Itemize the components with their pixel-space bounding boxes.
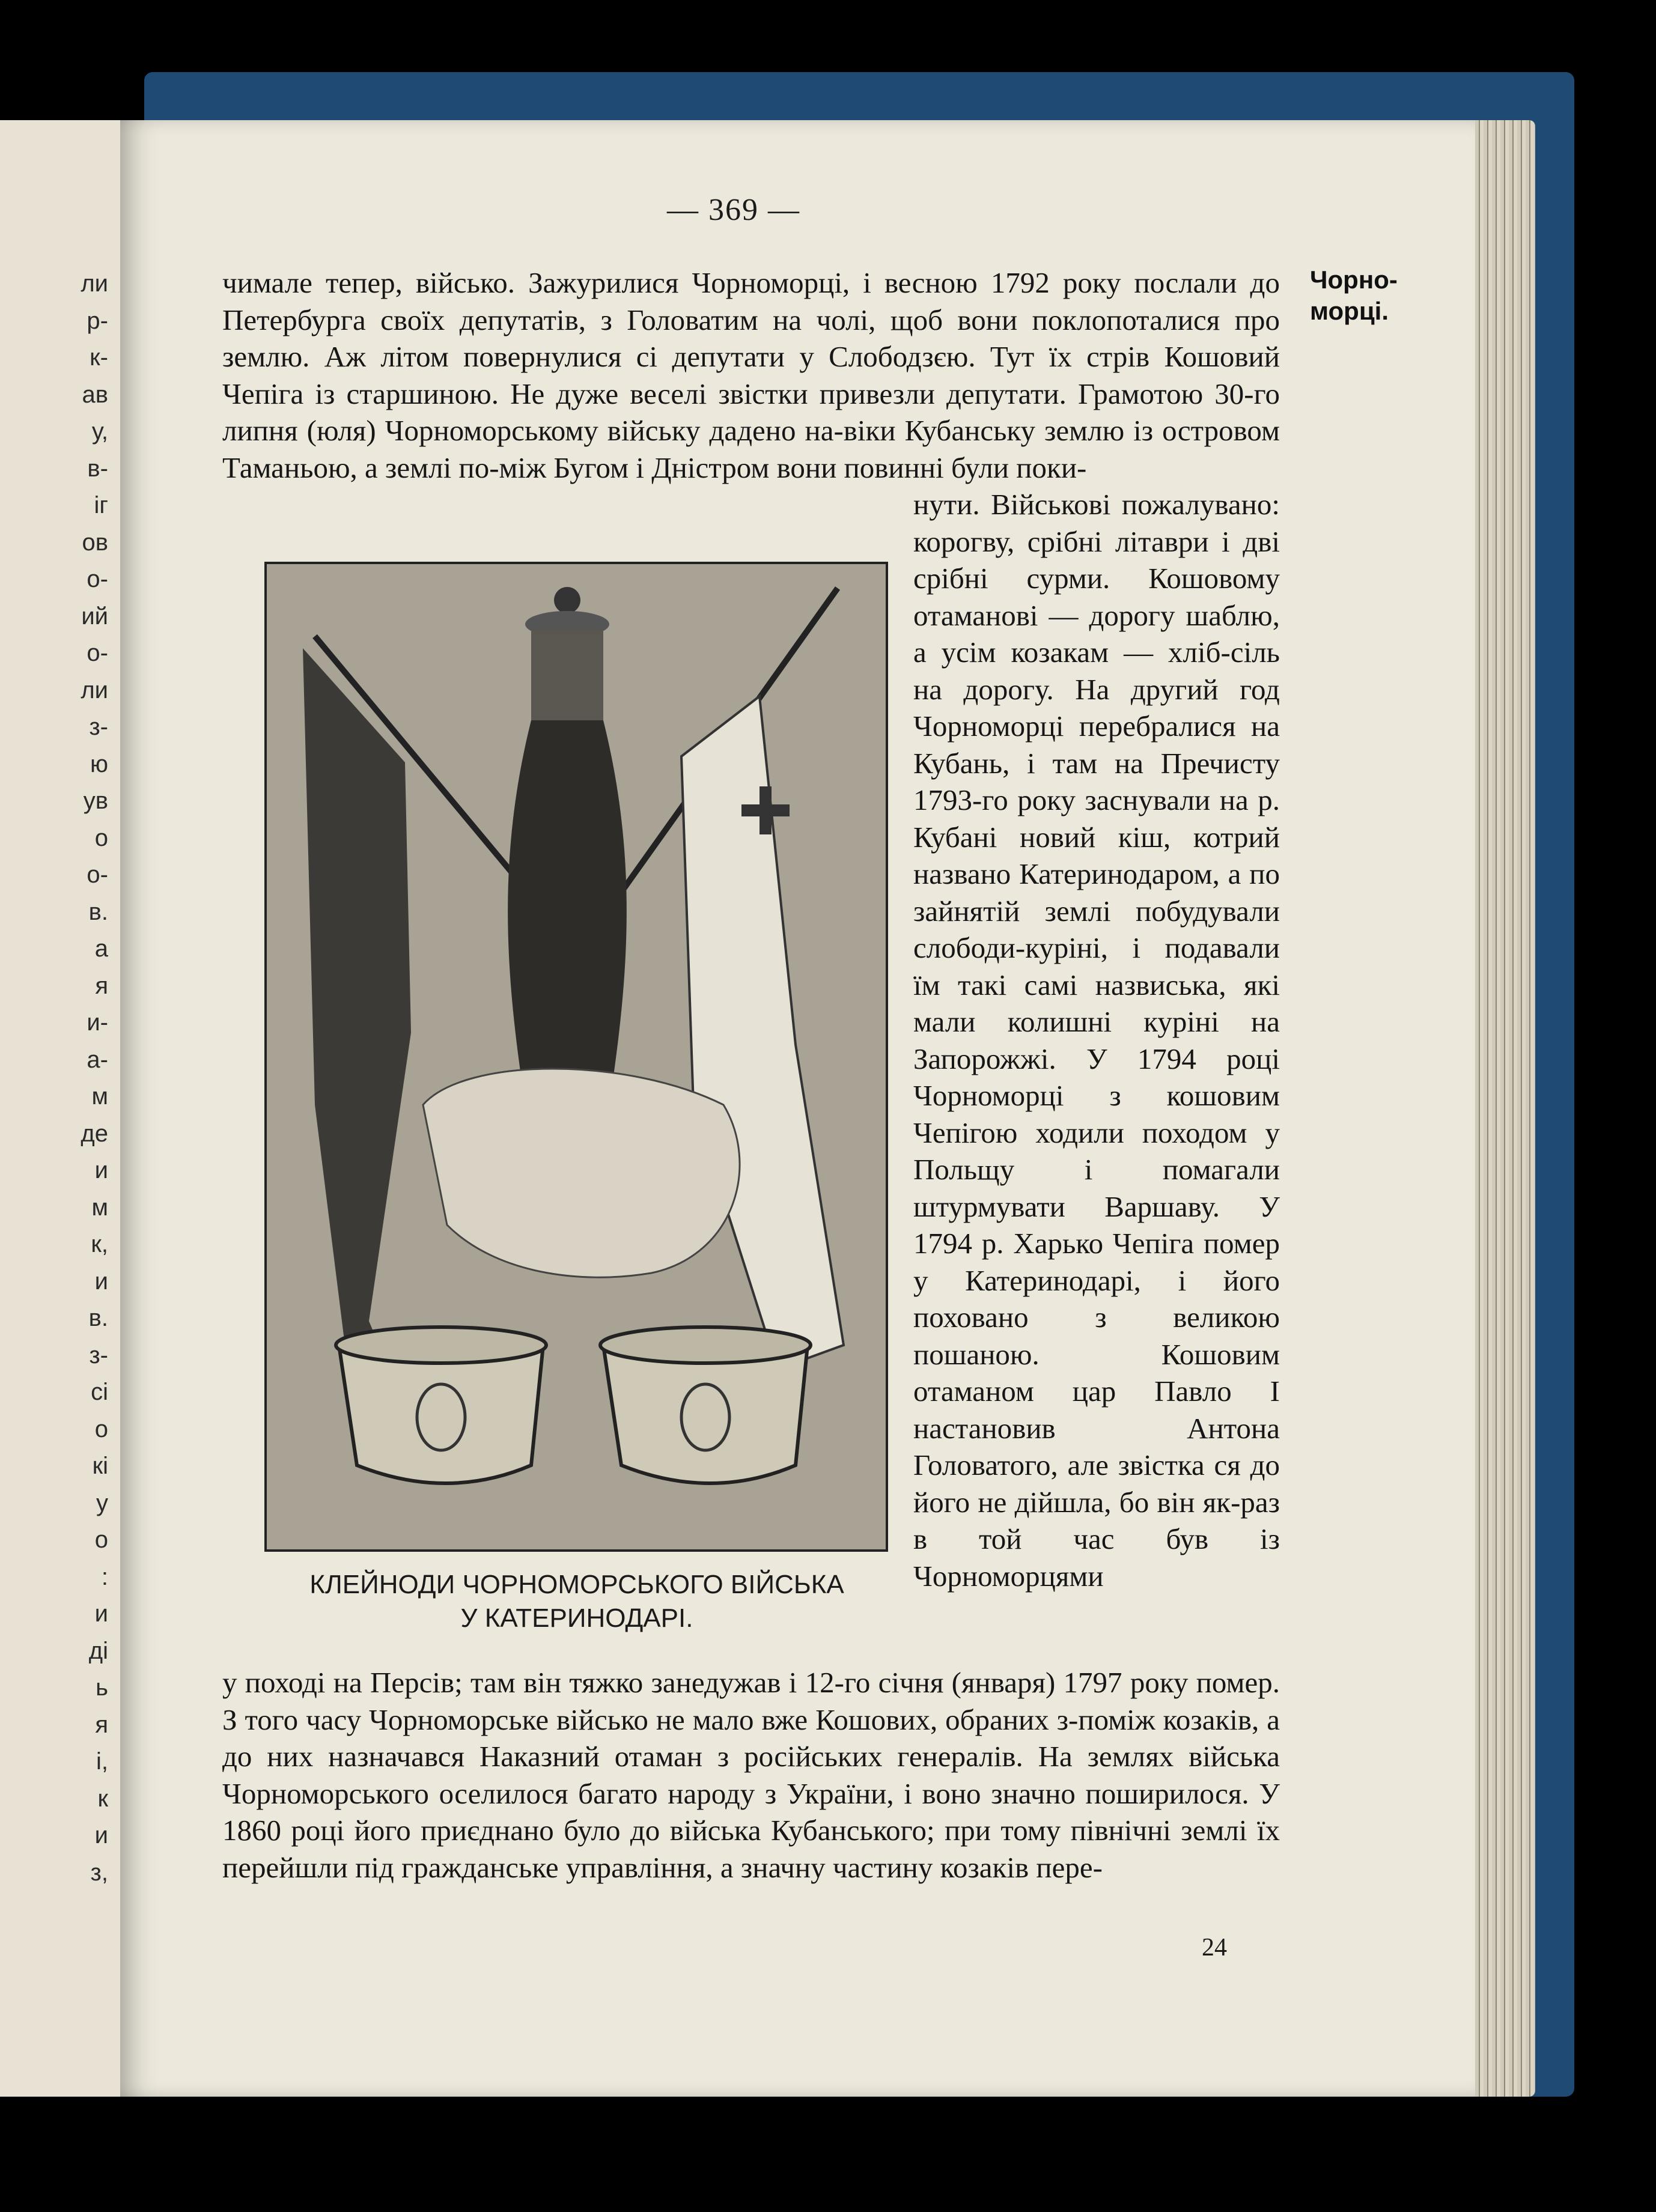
previous-page-edge: [0, 120, 120, 2097]
prev-page-fragment: в.: [88, 898, 108, 925]
prev-page-fragment: і,: [96, 1748, 108, 1775]
prev-page-fragment: де: [81, 1120, 108, 1147]
prev-page-fragment: з-: [89, 1341, 108, 1369]
page-edges: [1475, 120, 1535, 2097]
prev-page-fragment: у,: [91, 418, 108, 445]
prev-page-fragment: кі: [92, 1453, 108, 1479]
page-number: — 369 —: [667, 193, 800, 227]
prev-page-fragment: ли: [81, 270, 108, 297]
prev-page-fragment: я: [95, 972, 108, 999]
prev-page-fragment: ав: [82, 381, 108, 408]
prev-page-fragment: іг: [94, 492, 108, 518]
prev-page-fragment: ув: [83, 788, 108, 814]
prev-page-fragment: у: [96, 1489, 108, 1516]
paragraph-bottom: у поході на Персів; там він тяжко занедужав і 12-го січня (января) 1797 року помер. З того часу Чорноморське військо не мало вже Кошових, обраних з-поміж козаків, а до них назначався Наказний отаман з російських генералів. На землях війська Чорноморського оселилося багато народу з України, і воно значно поширилося. У 1860 році його приєднано було до війська Кубанського; при тому північні землі їх перейшли під гражданське управління, а значну частину козаків пере-: [222, 1666, 1280, 1884]
figure-caption: [228, 1568, 925, 1635]
prev-page-fragment: ь: [96, 1674, 108, 1701]
prev-page-fragment: а: [94, 935, 108, 962]
signature-mark: 24: [1202, 1934, 1227, 1961]
prev-page-fragment: р-: [87, 307, 108, 334]
prev-page-fragment: я: [95, 1711, 108, 1738]
prev-page-fragment: о-: [87, 640, 108, 666]
prev-page-fragment: з,: [90, 1859, 108, 1886]
prev-page-fragment: ді: [88, 1637, 108, 1664]
prev-page-fragment: о-: [87, 566, 108, 592]
prev-page-fragment: и: [94, 1268, 108, 1295]
prev-page-fragment: а-: [87, 1046, 108, 1073]
prev-page-fragment: в-: [87, 455, 108, 482]
prev-page-fragment: о-: [87, 861, 108, 888]
prev-page-fragment: м: [91, 1083, 108, 1110]
regalia-drawing: [267, 564, 886, 1549]
prev-page-fragment: о: [94, 824, 108, 851]
prev-page-fragment: к-: [90, 344, 108, 371]
figure-caption-line2: У КАТЕРИНОДАРІ.: [460, 1603, 693, 1633]
prev-page-fragment: сі: [91, 1379, 108, 1405]
prev-page-fragment: ов: [82, 529, 108, 556]
prev-page-fragment: о: [94, 1415, 108, 1442]
prev-page-fragment: и: [94, 1822, 108, 1849]
prev-page-fragment: ю: [90, 750, 108, 777]
prev-page-fragment: :: [101, 1563, 108, 1590]
prev-page-fragment: и-: [87, 1009, 108, 1036]
prev-page-fragment: ли: [81, 676, 108, 703]
margin-note: Чорно-морці.: [1310, 266, 1398, 325]
figure-caption-line1: КЛЕЙНОДИ ЧОРНОМОРСЬКОГО ВІЙСЬКА: [309, 1570, 844, 1599]
prev-page-fragment: и: [94, 1600, 108, 1627]
prev-page-fragment: в.: [88, 1305, 108, 1331]
prev-page-fragment: о: [94, 1527, 108, 1553]
paragraph-top: чимале тепер, військо. Зажурилися Чорноморці, і весною 1792 року послали до Петербурга своїх депутатів, з Головатим на чолі, щоб вони поклопоталися про землю. Аж літом повернулися сі депутати у Слободзєю. Тут їх стрів Кошовий Чепіга із старшиною. Не дуже веселі звістки привезли депутати. Грамотою 30-го липня (юля) Чорноморському війську дадено на-віки Кубанську землю із островом Таманьою, а землі по-між Бугом і Дністром вони повинні були поки-: [222, 266, 1280, 484]
prev-page-fragment: з-: [89, 714, 108, 740]
prev-page-fragment: к,: [91, 1231, 108, 1257]
figure-regalia-illustration: [264, 562, 888, 1552]
prev-page-fragment: и: [94, 1157, 108, 1183]
paragraph-column: нути. Військові пожалувано: корогву, срібні літаври і дві срібні сурми. Кошовому отаманові — дорогу шаблю, а усім козакам — хліб-сіль на дорогу. На другий год Чорноморці перебралися на Кубань, і там на Пречисту 1793-го року заснували на р. Кубані новий кіш, котрий названо Катеринодаром, а по зайнятій землі побудували слободи-куріні, і подавали їм такі самі назвиська, які мали колишні куріні на Запорожжі. У 1794 році Чорноморці з кошовим Чепігою ходили походом у Польщу і помагали штурмувати Варшаву. У 1794 р. Харько Чепіга помер у Катеринодарі, і його поховано з великою пошаною. Кошовим отаманом цар Павло І настановив Антона Головатого, але звістка ся до його не дійшла, бо він як-раз в той час був із Чорноморцями: [913, 488, 1280, 1593]
prev-page-fragment: к: [97, 1785, 108, 1812]
prev-page-fragment: ий: [81, 603, 108, 630]
prev-page-fragment: м: [91, 1194, 108, 1221]
